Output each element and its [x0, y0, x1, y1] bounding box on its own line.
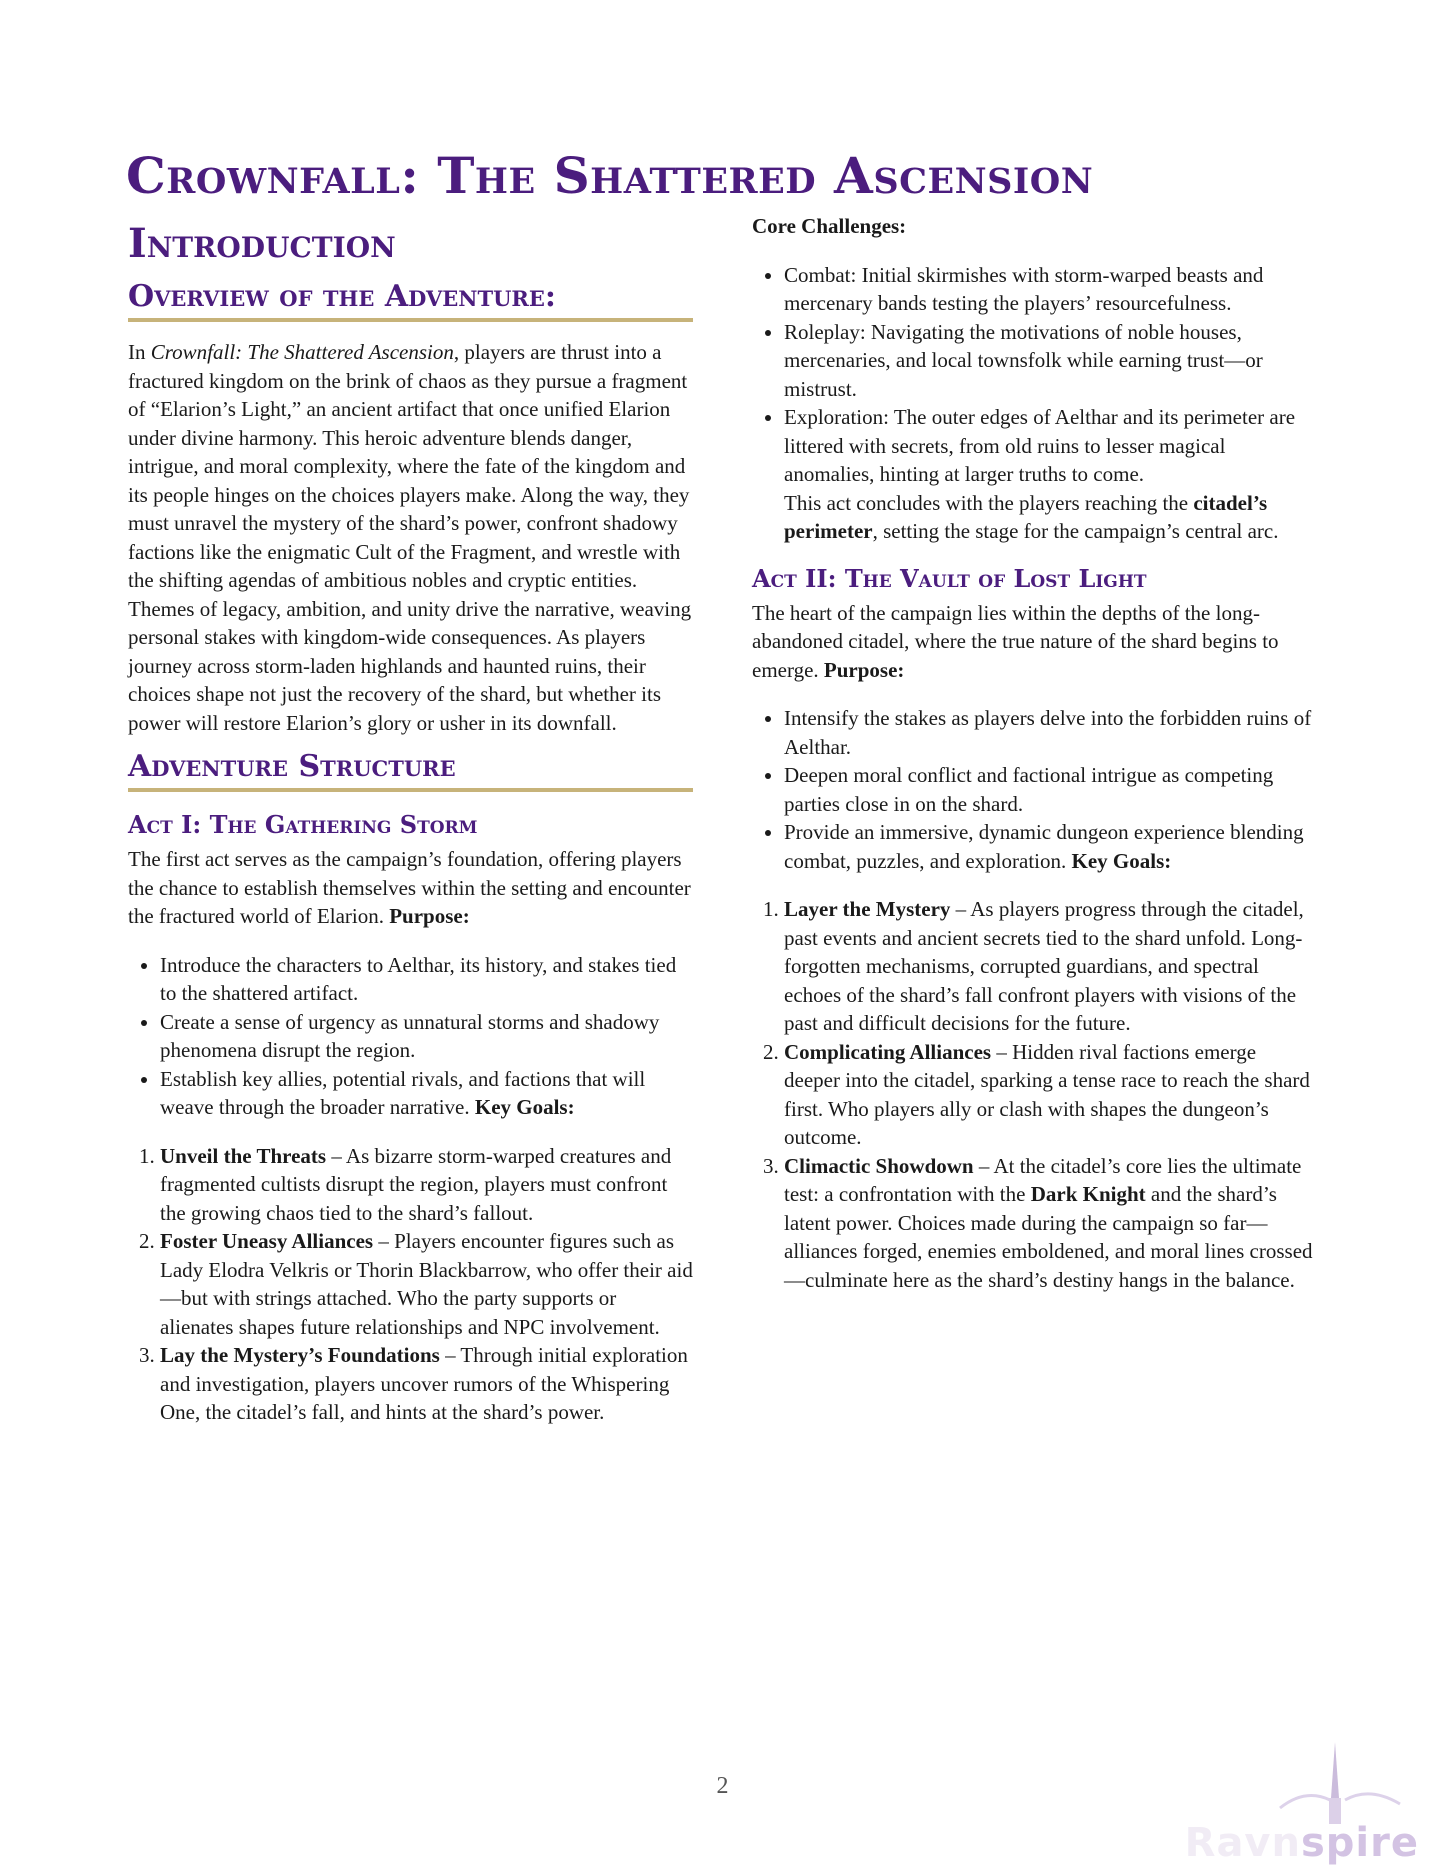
act1-purpose-label: Purpose:: [389, 904, 470, 928]
act1-conclusion: This act concludes with the players reaching the citadel’s perimeter, setting the stage for the campaign’s central arc.: [784, 490, 1279, 543]
act1-goals-label: Key Goals:: [474, 1095, 575, 1119]
adventure-structure-heading: Adventure Structure: [128, 749, 693, 792]
act2-goals-label: Key Goals:: [1071, 848, 1172, 873]
list-item: 3. Lay the Mystery’s Foundations – Through initial exploration and investigation, players uncover rumors of the Whispering One, the citadel’s fall, and hints at the shard’s power.: [160, 1341, 693, 1427]
list-item: 2. Foster Uneasy Alliances – Players encounter figures such as Lady Elodra Velkris or Thorin Blackbarrow, who offer their aid—but with strings attached. Who the party supports or alienates shapes future relationships and NPC involvement.: [160, 1227, 693, 1341]
list-item: • Establish key allies, potential rivals, and factions that will weave through the broader narrative. Key Goals:: [160, 1065, 693, 1122]
brand-logo: Ravnspire: [1184, 1820, 1419, 1866]
list-item: 2. Complicating Alliances – Hidden rival factions emerge deeper into the citadel, sparking a tense race to reach the shard first. Who players ally or clash with shapes the dungeon’s outcome.: [784, 1038, 1317, 1152]
list-item: 3. Climactic Showdown – At the citadel’s core lies the ultimate test: a confrontation with the Dark Knight and the shard’s latent power. Choices made during the campaign so far—alliances forged, enemies emboldened, and moral lines crossed—culminate here as the shard’s destiny hangs in the balance.: [784, 1152, 1317, 1295]
act2-paragraph: The heart of the campaign lies within the depths of the long-abandoned citadel, where the true nature of the shard begins to emerge. Purpose:: [752, 600, 1279, 682]
act1-goals-list: [128, 1142, 693, 1427]
page-title: Crownfall: The Shattered Ascension: [126, 146, 1094, 205]
right-column: [752, 212, 1317, 1294]
list-item: 1. Unveil the Threats – As bizarre storm-warped creatures and fragmented cultists disrupt the region, players must confront the growing chaos tied to the shard’s fallout.: [160, 1142, 693, 1228]
list-item: • Deepen moral conflict and factional intrigue as competing parties close in on the shard.: [784, 761, 1317, 818]
list-item: • Provide an immersive, dynamic dungeon experience blending combat, puzzles, and exploration. Key Goals:: [784, 818, 1317, 875]
act2-goals-list: [752, 895, 1317, 1294]
overview-heading: Overview of the Adventure:: [128, 279, 693, 322]
list-item: • Introduce the characters to Aelthar, its history, and stakes tied to the shattered artifact.: [160, 951, 693, 1008]
left-column: [128, 212, 693, 1427]
act1-purpose-list: [128, 951, 693, 1122]
act1-heading: Act I: The Gathering Storm: [128, 810, 478, 839]
introduction-heading: Introduction: [128, 220, 396, 267]
list-item: • Roleplay: Navigating the motivations of noble houses, mercenaries, and local townsfolk while earning trust—or mistrust.: [784, 318, 1317, 404]
list-item: • Create a sense of urgency as unnatural storms and shadowy phenomena disrupt the region.: [160, 1008, 693, 1065]
page-number: 2: [716, 1773, 729, 1799]
act2-purpose-list: [752, 704, 1317, 875]
act2-purpose-label: Purpose:: [823, 657, 905, 682]
list-item: • Exploration: The outer edges of Aelthar and its perimeter are littered with secrets, from old ruins to lesser magical anomalies, hinting at larger truths to come. This act concludes with the players reaching the citadel’s perimeter, setting the stage for the campaign’s central arc.: [784, 403, 1317, 546]
adventure-title-italic: Crownfall: The Shattered Ascension: [150, 340, 454, 364]
spire-logo-icon: [1275, 1738, 1405, 1828]
act2-heading: Act II: The Vault of Lost Light: [752, 563, 1147, 593]
list-item: • Combat: Initial skirmishes with storm-warped beasts and mercenary bands testing the players’ resourcefulness.: [784, 261, 1317, 318]
core-challenges-label: Core Challenges:: [752, 214, 907, 238]
overview-paragraph: In Crownfall: The Shattered Ascension, players are thrust into a fractured kingdom on the brink of chaos as they pursue a fragment of “Elarion’s Light,” an ancient artifact that once unified Elarion under divine harmony. This heroic adventure blends danger, intrigue, and moral complexity, where the fate of the kingdom and its people hinges on the choices players make. Along the way, they must unravel the mystery of the shard’s power, confront shadowy factions like the enigmatic Cult of the Fragment, and wrestle with the shifting agendas of ambitious nobles and cryptic entities. Themes of legacy, ambition, and unity drive the narrative, weaving personal stakes with kingdom-wide consequences. As players journey across storm-laden highlands and haunted ruins, their choices shape not just the recovery of the shard, but whether its power will restore Elarion’s glory or usher in its downfall.: [128, 340, 692, 735]
list-item: • Intensify the stakes as players delve into the forbidden ruins of Aelthar.: [784, 704, 1317, 761]
core-challenges-list: [752, 261, 1317, 546]
list-item: 1. Layer the Mystery – As players progress through the citadel, past events and ancient secrets tied to the shard unfold. Long-forgotten mechanisms, corrupted guardians, and spectral echoes of the shard’s fall confront players with visions of the past and difficult decisions for the future.: [784, 895, 1317, 1038]
act1-paragraph: The first act serves as the campaign’s foundation, offering players the chance to establish themselves within the setting and encounter the fractured world of Elarion. Purpose:: [128, 847, 691, 928]
